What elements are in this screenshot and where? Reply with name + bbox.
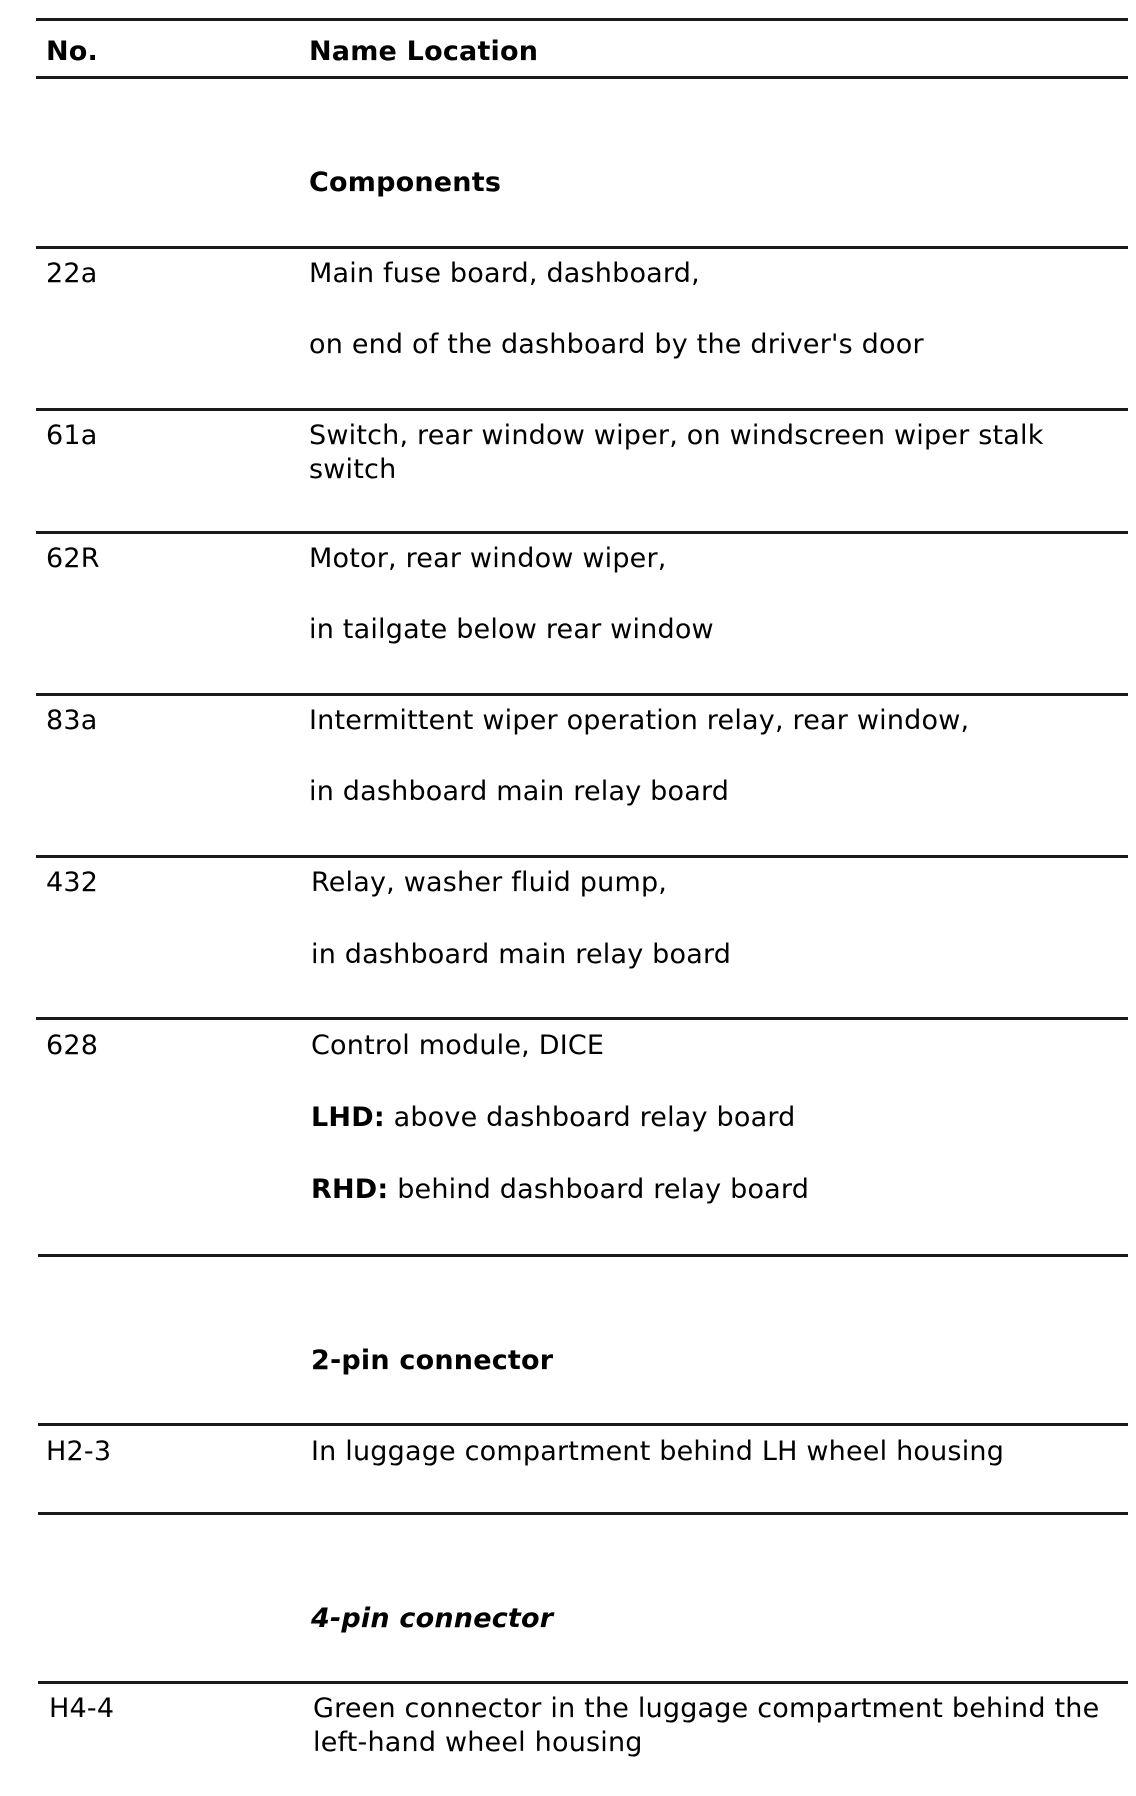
section-title-2-pin-connector: 2-pin connector xyxy=(311,1345,554,1376)
row-text-line: Switch, rear window wiper, on windscreen wiper stalk switch xyxy=(309,420,1044,485)
row-divider xyxy=(36,1017,1128,1020)
row-text-line: in dashboard main relay board xyxy=(309,776,730,807)
row-text-line: in dashboard main relay board xyxy=(311,939,732,970)
column-header-name-location: Name Location xyxy=(309,36,539,67)
row-divider xyxy=(38,1681,1128,1684)
row-text-line: Control module, DICE xyxy=(311,1030,605,1061)
row-no-h4-4: H4-4 xyxy=(49,1693,115,1724)
variant-line-rhd xyxy=(311,1173,809,1207)
variant-line-lhd xyxy=(311,1101,795,1135)
row-no-62r: 62R xyxy=(46,543,100,574)
header-bottom-rule xyxy=(36,76,1128,79)
row-text-line: In luggage compartment behind LH wheel housing xyxy=(311,1436,1005,1467)
variant-text: above dashboard relay board xyxy=(384,1102,796,1133)
row-divider xyxy=(36,408,1128,411)
variant-label: RHD: xyxy=(311,1174,389,1205)
row-no-83a: 83a xyxy=(46,705,98,736)
variant-label: LHD: xyxy=(311,1102,385,1133)
row-no-628: 628 xyxy=(46,1030,99,1061)
row-text-line: Intermittent wiper operation relay, rear window, xyxy=(309,705,970,736)
row-divider xyxy=(38,1512,1128,1515)
row-divider xyxy=(36,246,1128,249)
row-no-61a: 61a xyxy=(46,420,98,451)
section-title-components: Components xyxy=(309,167,502,198)
variant-text: behind dashboard relay board xyxy=(388,1174,810,1205)
row-text-line: on end of the dashboard by the driver's door xyxy=(309,329,924,360)
row-text-line: Motor, rear window wiper, xyxy=(309,543,667,574)
row-divider xyxy=(36,531,1128,534)
column-header-no: No. xyxy=(46,36,99,67)
row-divider xyxy=(36,693,1128,696)
row-text-line: Green connector in the luggage compartment behind the left-hand wheel housing xyxy=(313,1693,1100,1758)
row-divider xyxy=(36,855,1128,858)
header-top-rule xyxy=(36,18,1128,21)
row-text-line: Main fuse board, dashboard, xyxy=(309,258,700,289)
row-no-h2-3: H2-3 xyxy=(46,1436,112,1467)
row-divider xyxy=(38,1254,1128,1257)
row-text-line: Relay, washer fluid pump, xyxy=(311,867,668,898)
row-divider xyxy=(38,1423,1128,1426)
section-title-4-pin-connector: 4-pin connector xyxy=(311,1603,554,1634)
row-no-432: 432 xyxy=(46,867,99,898)
row-text-line: in tailgate below rear window xyxy=(309,614,714,645)
row-no-22a: 22a xyxy=(46,258,98,289)
